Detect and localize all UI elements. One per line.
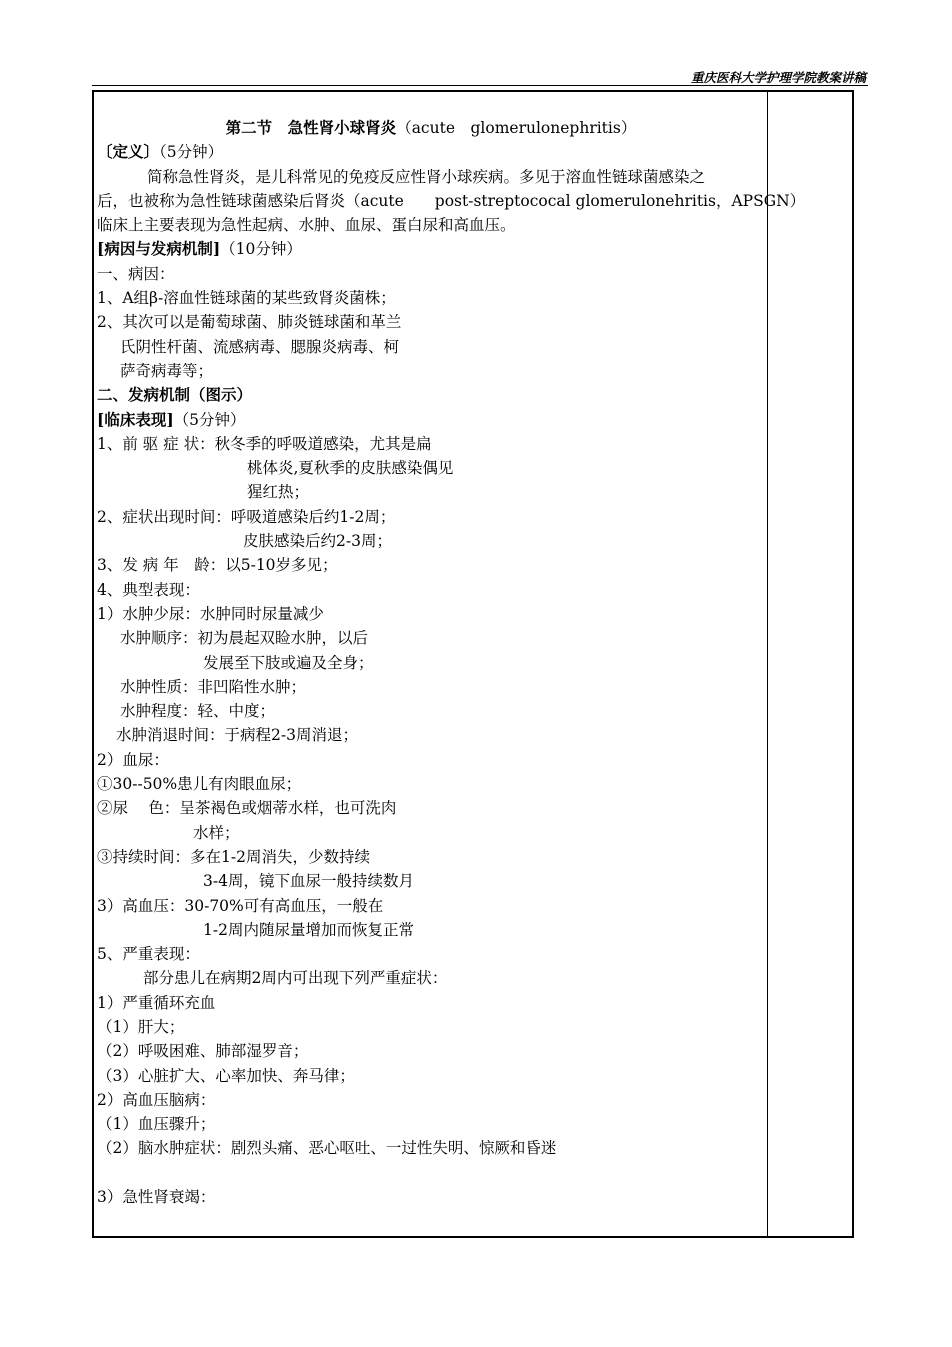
header-rule [92, 85, 868, 86]
clinical-c5: 5、严重表现： [97, 945, 200, 964]
clinical-e1d: 水肿程度：轻、中度； [120, 702, 276, 721]
definition-time: （5分钟） [159, 143, 224, 162]
clinical-e2a: ①30--50%患儿有肉眼血尿； [97, 775, 302, 794]
clinical-c1a: 1、前 驱 症 状：秋冬季的呼吸道感染，尤其是扁 [97, 434, 432, 453]
clinical-s1: 1）严重循环充血 [97, 993, 216, 1012]
clinical-c2b: 皮肤感染后约2-3周； [243, 532, 392, 551]
clinical-s3: 3）急性肾衰竭： [97, 1188, 216, 1207]
etiology-h1: 一、病因： [97, 264, 175, 283]
clinical-e2c: 水样； [193, 823, 240, 842]
clinical-s1b: （2）呼吸困难、肺部湿罗音； [97, 1042, 309, 1061]
clinical-e1: 1）水肿少尿：水肿同时尿量减少 [97, 604, 324, 623]
etiology-item-1: 1、A组β-溶血性链球菌的某些致肾炎菌株； [97, 289, 396, 308]
definition-heading [97, 140, 765, 164]
clinical-e1e: 水肿消退时间：于病程2-3周消退； [116, 726, 358, 745]
etiology-item-2a: 2、其次可以是葡萄球菌、肺炎链球菌和革兰 [97, 313, 402, 332]
clinical-e2e: 3-4周，镜下血尿一般持续数月 [203, 872, 414, 891]
section-title-main: 第二节 急性肾小球肾炎 [225, 118, 397, 137]
section-title-en: （acute glomerulonephritis） [396, 119, 637, 137]
clinical-s1c: （3）心脏扩大、心率加快、奔马律； [97, 1066, 355, 1085]
section-title [97, 116, 765, 140]
clinical-e3a: 3）高血压：30-70%可有高血压，一般在 [97, 896, 384, 915]
pathogenesis-heading: 二、发病机制（图示） [97, 385, 253, 405]
clinical-c1c: 猩红热； [247, 483, 310, 502]
clinical-e1c: 水肿性质：非凹陷性水肿； [120, 677, 307, 696]
clinical-e1b: 发展至下肢或遍及全身； [203, 653, 374, 672]
clinical-e1a: 水肿顺序：初为晨起双睑水肿，以后 [120, 629, 369, 648]
etiology-heading [97, 237, 765, 261]
clinical-s2b: （2）脑水肿症状：剧烈头痛、恶心呕吐、一过性失明、惊厥和昏迷 [97, 1139, 557, 1158]
clinical-c3: 3、发 病 年 龄：以5-10岁多见； [97, 556, 338, 575]
clinical-e3b: 1-2周内随尿量增加而恢复正常 [203, 920, 414, 939]
clinical-c2a: 2、症状出现时间：呼吸道感染后约1-2周； [97, 507, 396, 526]
etiology-label: [病因与发病机制] [97, 239, 221, 259]
clinical-e2: 2）血尿： [97, 750, 169, 769]
etiology-item-2c: 萨奇病毒等； [120, 361, 214, 380]
etiology-time: （10分钟） [220, 240, 302, 259]
clinical-c1b: 桃体炎,夏秋季的皮肤感染偶见 [247, 459, 454, 478]
clinical-e2d: ③持续时间：多在1-2周消失，少数持续 [97, 847, 370, 866]
definition-line-2: 后，也被称为急性链球菌感染后肾炎（acute post-streptococal glomerulonehritis，APSGN） [97, 191, 806, 210]
blank-line [97, 1161, 765, 1185]
clinical-s2a: （1）血压骤升； [97, 1115, 216, 1134]
clinical-label: [临床表现] [97, 409, 174, 429]
column-divider [767, 90, 768, 1238]
page-header: 重庆医科大学护理学院教案讲稿 [690, 70, 866, 85]
lecture-content [97, 116, 806, 1209]
definition-line-1: 简称急性肾炎，是儿科常见的免疫反应性肾小球疾病。多见于溶血性链球菌感染之 [147, 167, 706, 186]
clinical-s1a: （1）肝大； [97, 1017, 185, 1036]
clinical-heading [97, 408, 765, 432]
definition-label: 〔定义〕 [97, 142, 160, 162]
clinical-e2b: ②尿 色：呈茶褐色或烟蒂水样，也可洗肉 [97, 799, 397, 818]
definition-line-3: 临床上主要表现为急性起病、水肿、血尿、蛋白尿和高血压。 [97, 216, 516, 235]
clinical-s2: 2）高血压脑病： [97, 1090, 216, 1109]
clinical-s0: 部分患儿在病期2周内可出现下列严重症状： [143, 969, 448, 988]
etiology-item-2b: 氏阴性杆菌、流感病毒、腮腺炎病毒、柯 [120, 337, 400, 356]
clinical-time: （5分钟） [173, 410, 246, 429]
clinical-c4: 4、典型表现： [97, 580, 200, 599]
